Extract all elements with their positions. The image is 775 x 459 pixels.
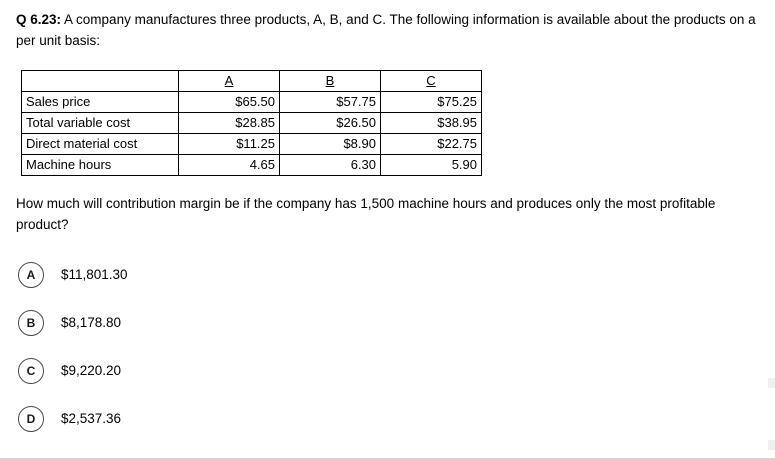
table-header: [22, 70, 482, 91]
answer-text-c[interactable]: $9,220.20: [61, 363, 122, 379]
table-col-header-a-label: A: [224, 73, 234, 89]
answer-choice-b[interactable]: [16, 306, 759, 340]
question-stem: [16, 10, 759, 52]
cell-direct-material-cost-c: $22.75: [381, 133, 482, 154]
table-row: [22, 91, 482, 112]
answer-choice-a[interactable]: [16, 258, 759, 292]
cell-sales-price-a: $65.50: [179, 91, 280, 112]
row-label-total-variable-cost: Total variable cost: [22, 112, 179, 133]
question-followup: How much will contribution margin be if the company has 1,500 machine hours and produces only the most profitable product?: [16, 195, 716, 232]
cell-machine-hours-b: 6.30: [280, 154, 381, 175]
answer-bubble-b[interactable]: B: [18, 310, 44, 336]
answer-text-b[interactable]: $8,178.80: [61, 315, 122, 331]
cell-total-variable-cost-a: $28.85: [179, 112, 280, 133]
cell-total-variable-cost-b: $26.50: [280, 112, 381, 133]
answer-choice-d[interactable]: [16, 402, 759, 436]
table-col-header-a: [179, 70, 280, 91]
product-data-table: [21, 70, 482, 176]
question-stem-text: A company manufactures three products, A, B, and C. The following information is available about the products on a per unit basis:: [16, 12, 756, 48]
table-header-row: [22, 70, 482, 91]
row-label-machine-hours: Machine hours: [22, 154, 179, 175]
table-body: [22, 91, 482, 175]
table-col-header-c: [381, 70, 482, 91]
row-label-direct-material-cost: Direct material cost: [22, 133, 179, 154]
scroll-edge-mark-lower: [768, 440, 775, 450]
scroll-edge-marks: [768, 0, 775, 459]
cell-direct-material-cost-b: $8.90: [280, 133, 381, 154]
cell-total-variable-cost-c: $38.95: [381, 112, 482, 133]
table-col-header-c-label: C: [426, 73, 436, 89]
answer-choice-c[interactable]: [16, 354, 759, 388]
cell-direct-material-cost-a: $11.25: [179, 133, 280, 154]
answer-bubble-d[interactable]: D: [18, 406, 44, 432]
product-data-table-wrapper: [21, 70, 759, 176]
cell-machine-hours-a: 4.65: [179, 154, 280, 175]
table-row: [22, 112, 482, 133]
cell-machine-hours-c: 5.90: [381, 154, 482, 175]
table-row: [22, 154, 482, 175]
table-col-header-b: [280, 70, 381, 91]
table-col-header-b-label: B: [325, 73, 335, 89]
question-number: Q 6.23:: [16, 12, 62, 27]
scroll-edge-mark-upper: [768, 378, 775, 388]
answer-choices: [16, 258, 759, 436]
cell-sales-price-b: $57.75: [280, 91, 381, 112]
cell-sales-price-c: $75.25: [381, 91, 482, 112]
table-row: [22, 133, 482, 154]
answer-bubble-a[interactable]: A: [18, 262, 44, 288]
row-label-sales-price: Sales price: [22, 91, 179, 112]
answer-bubble-c[interactable]: C: [18, 358, 44, 384]
answer-text-d[interactable]: $2,537.36: [61, 411, 122, 427]
answer-text-a[interactable]: $11,801.30: [61, 267, 128, 283]
table-corner-cell: [22, 70, 179, 91]
